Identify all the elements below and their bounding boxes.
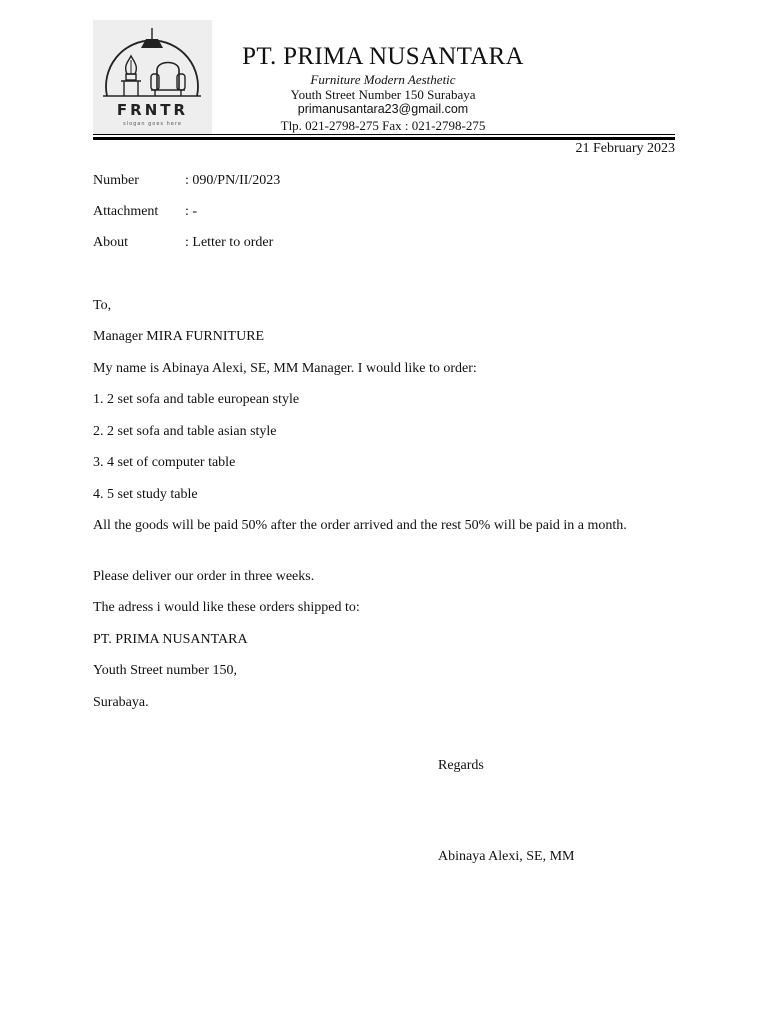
- meta-attachment-row: [93, 203, 197, 220]
- meta-number-row: [93, 172, 280, 189]
- company-email: primanusantara23@gmail.com: [297, 102, 469, 116]
- delivery-paragraph: Please deliver our order in three weeks.: [93, 569, 315, 584]
- payment-paragraph: All the goods will be paid 50% after the order arrived and the rest 50% will be paid in a month.: [93, 518, 627, 533]
- closing-regards: Regards: [438, 758, 484, 773]
- meta-attachment-label: Attachment: [93, 204, 159, 219]
- company-phone: Tlp. 021-2798-275 Fax : 021-2798-275: [280, 118, 486, 133]
- company-address: Youth Street Number 150 Surabaya: [290, 87, 476, 102]
- order-item: 4. 5 set study table: [93, 487, 198, 502]
- company-logo: [93, 20, 212, 134]
- order-item: 3. 4 set of computer table: [93, 455, 236, 470]
- recipient: Manager MIRA FURNITURE: [93, 329, 265, 344]
- ship-company: PT. PRIMA NUSANTARA: [93, 632, 248, 647]
- meta-attachment-value: : -: [185, 204, 198, 219]
- salutation-to: To,: [93, 298, 112, 313]
- address-intro: The adress i would like these orders shipped to:: [93, 600, 360, 615]
- logo-slogan: slogan goes here: [123, 121, 182, 127]
- order-item: 2. 2 set sofa and table asian style: [93, 424, 277, 439]
- meta-number-label: Number: [93, 173, 139, 188]
- header-divider-thin: [93, 134, 675, 135]
- meta-about-value: : Letter to order: [185, 235, 274, 250]
- ship-city: Surabaya.: [93, 695, 149, 710]
- letter-date: 21 February 2023: [575, 141, 675, 156]
- company-name: PT. PRIMA NUSANTARA: [242, 43, 524, 70]
- meta-about-row: [93, 234, 273, 251]
- logo-wordmark: FRNTR: [116, 101, 189, 119]
- company-tagline: Furniture Modern Aesthetic: [310, 72, 456, 87]
- meta-about-label: About: [93, 235, 128, 250]
- order-item: 1. 2 set sofa and table european style: [93, 392, 300, 407]
- signatory-name: Abinaya Alexi, SE, MM: [438, 849, 575, 864]
- intro-paragraph: My name is Abinaya Alexi, SE, MM Manager. I would like to order:: [93, 361, 477, 376]
- meta-number-value: : 090/PN/II/2023: [185, 173, 281, 188]
- header-divider-thick: [93, 137, 675, 140]
- ship-street: Youth Street number 150,: [93, 663, 238, 678]
